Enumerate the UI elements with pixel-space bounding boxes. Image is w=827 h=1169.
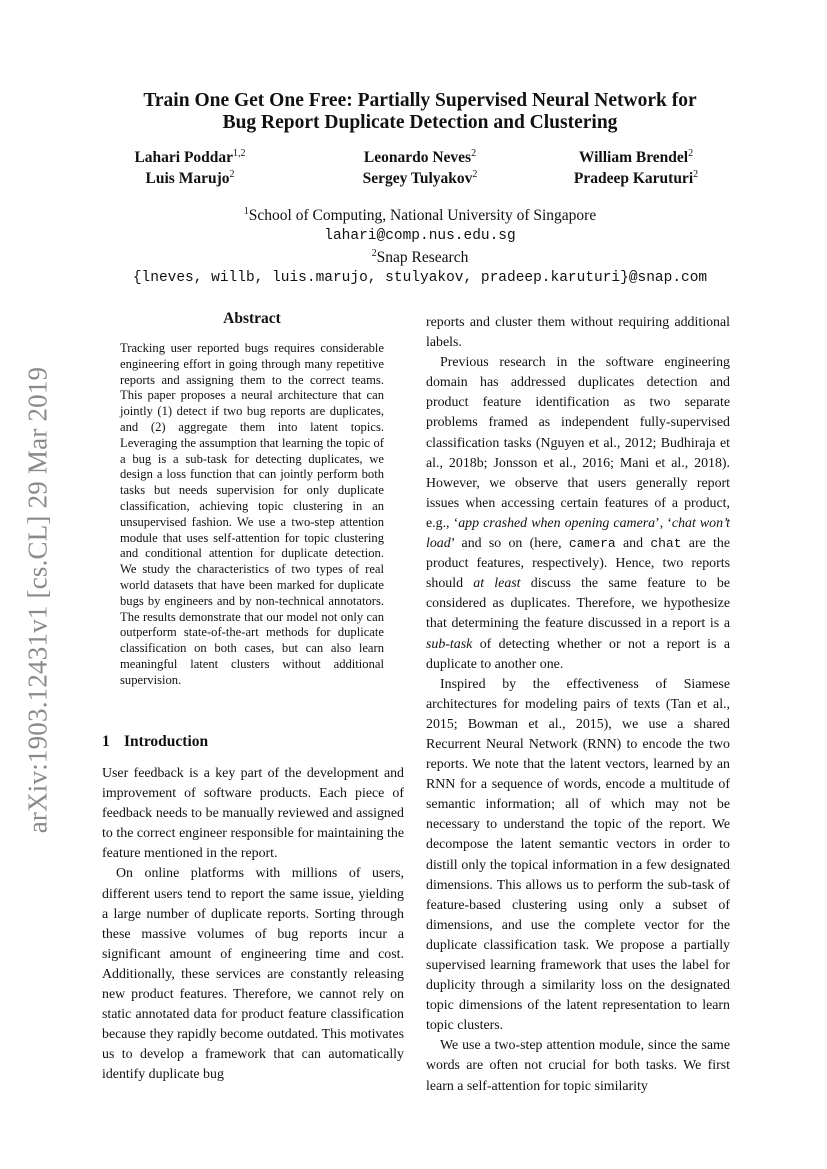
- title-line-1: Train One Get One Free: Partially Supervised Neural Network for: [143, 90, 697, 111]
- paper-title: [90, 90, 750, 134]
- left-column-body: [102, 764, 404, 1086]
- affiliation-2: $^2$Snap Research: [371, 248, 469, 266]
- email-2: {lneves, willb, luis.marujo, stulyakov, pradeep.karuturi}@snap.com: [132, 270, 708, 286]
- author: Lahari Poddar$^{1,2}$: [134, 148, 246, 166]
- section-number: 1: [102, 733, 110, 750]
- arxiv-stamp-text: arXiv:1903.12431v1 [cs.CL] 29 Mar 2019: [22, 366, 53, 834]
- section-heading-introduction: [102, 733, 402, 751]
- affiliation-1: $^1$School of Computing, National University of Singapore: [243, 206, 597, 224]
- paragraph: Inspired by the effectiveness of Siamese architectures for modeling pairs of texts (Tan et al., 2015; Bowman et al., 2015), we use a shared Recurrent Neural Network (RNN) to encode the two reports. We note that the latent vectors, learned by an RNN for a sequence of words, encode a multitude of semantic information; all of which may not be necessary to understand the topic of the report. We decompose the latent semantic vectors in order to distill only the topical information in a few designated dimensions. This allows us to perform the sub-task of feature-based clustering using only a subset of dimensions, and use the complete vector for the duplicate classification task. We propose a partially supervised learning framework that uses the label for duplicity through a similarity loss on the designated topic dimensions of the latent representation to learn topic clusters.: [426, 676, 730, 1034]
- paragraph: Previous research in the software engineering domain has addressed duplicates detection and product feature identification as two separate problems framed as independent fully-supervised classification tasks (Nguyen et al., 2012; Budhiraja et al., 2018b; Jonsson et al., 2016; Mani et al., 2018). However, we observe that users generally report issues when accessing certain features of a product, e.g., ‘app crashed when opening camera’, ‘chat won’t load’ and so on (here, camera and chat are the product features, respectively). Hence, two reports should at least discuss the same feature to be considered as duplicates. Therefore, we hypothesize that determining the feature discussed in a report is a sub-task of detecting whether or not a report is a duplicate to another one.: [426, 355, 730, 672]
- author: Pradeep Karuturi$^2$: [573, 169, 699, 187]
- author: William Brendel$^2$: [578, 148, 694, 166]
- paragraph: reports and cluster them without requiring additional labels.: [426, 315, 730, 351]
- author-column-2: [320, 147, 520, 189]
- author-column-1: [90, 147, 290, 189]
- author: Leonardo Neves$^2$: [363, 148, 477, 166]
- right-column-body: [426, 313, 730, 1097]
- paragraph: User feedback is a key part of the development and improvement of software products. Each piece of feedback needs to be manually reviewed and assigned to the correct engineer responsible for maintaining the feature mentioned in the report.: [102, 766, 404, 862]
- email-1: lahari@comp.nus.edu.sg: [324, 228, 516, 244]
- author: Luis Marujo$^2$: [145, 169, 235, 187]
- title-line-2: Bug Report Duplicate Detection and Clustering: [222, 112, 618, 133]
- abstract-heading: Abstract: [223, 310, 281, 327]
- author-column-3: [536, 147, 736, 189]
- paragraph: We use a two-step attention module, since the same words are often not crucial for both tasks. We first learn a self-attention for topic similarity: [426, 1038, 730, 1094]
- abstract-text: Tracking user reported bugs requires considerable engineering effort in going through many repetitive reports and assigning them to the correct teams. This paper proposes a neural architecture that can jointly (1) detect if two bug reports are duplicates, and (2) aggregate them into latent topics. Leveraging the assumption that learning the topic of a bug is a sub-task for detecting duplicates, we design a loss function that can jointly perform both tasks but needs supervision for only duplicate classification, achieving topic clustering in an unsupervised fashion. We use a two-step attention module that uses self-attention for topic clustering and conditional attention for duplicate detection. We study the characteristics of two types of real world datasets that have been marked for duplicate bugs by engineers and by non-technical annotators. The results demonstrate that our model not only can outperform state-of-the-art methods for duplicate classification on both cases, but can also learn meaningful latent clusters without additional supervision.: [120, 341, 384, 687]
- paragraph: On online platforms with millions of users, different users tend to report the same issue, yielding a large number of duplicate reports. Sorting through these massive volumes of bug reports incur a significant amount of engineering time and cost. Additionally, these services are constantly releasing new product features. Therefore, we cannot rely on static annotated data for product feature classification because they rapidly become outdated. This motivates us to develop a framework that can automatically identify duplicate bug: [102, 866, 404, 1083]
- arxiv-identifier-stamp: [18, 340, 58, 860]
- section-title: Introduction: [124, 733, 209, 750]
- affiliations: [60, 205, 780, 289]
- author: Sergey Tulyakov$^2$: [362, 169, 478, 187]
